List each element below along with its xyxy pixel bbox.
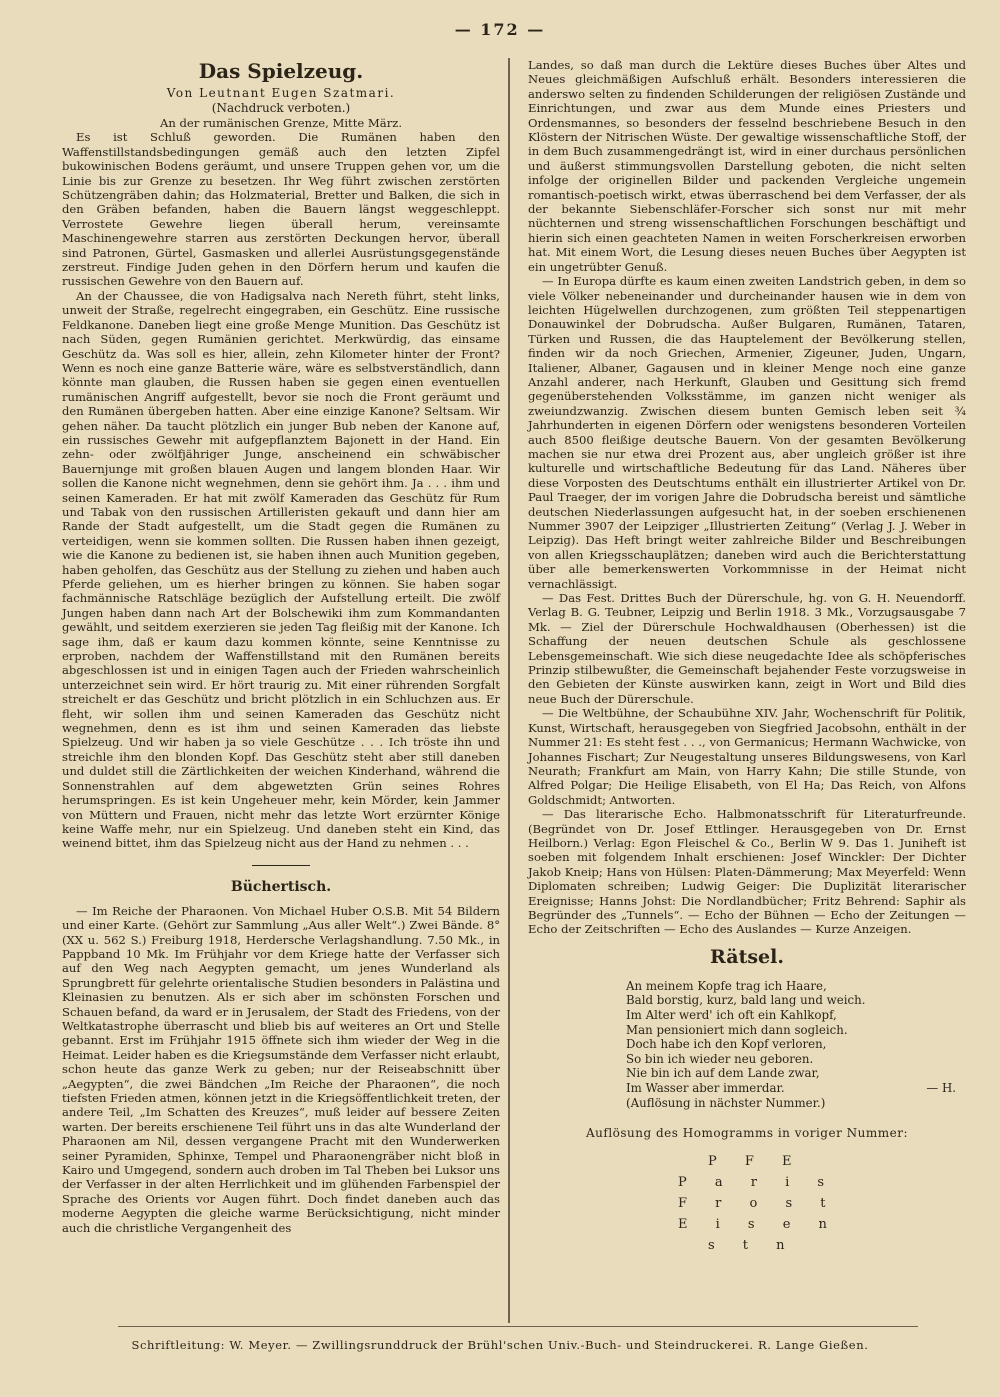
riddle-signature: — H. — [926, 1080, 956, 1095]
article-title: Das Spielzeug. — [198, 59, 364, 83]
right-column — [528, 58, 966, 1256]
review-paragraph: — Das literarische Echo. Halbmonatsschrift für Literaturfreunde. (Begründet von Dr. Josef Ettlinger. Herausgegeben von Dr. Ernst Heilborn.) Verlag: Egon Fleischel & Co., Berlin W 9. Das 1. Juniheft ist soeben mit folgendem Inhalt erschienen: Josef Winckler: Der Dichter Jakob Kneip; Hans von Hülsen: Platen-Dämmerung; Max Meyerfeld: Wenn Diplomaten schreiben; Ludwig Geiger: Die Duplizität literarischer Ereignisse; Hanns Johst: Die Nordlandbücher; Fritz Behrend: Saphir als Begründer des „Tunnels“. — Echo der Bühnen — Echo der Zeitungen — Echo der Zeitschriften — Echo des Auslandes — Kurze Anzeigen. — [528, 807, 966, 937]
review-paragraph: — Die Weltbühne, der Schaubühne XIV. Jahr, Wochenschrift für Politik, Kunst, Wirtschaft, herausgegeben von Siegfried Jacobsohn, enthält in der Nummer 21: Es steht fest . . ., von Germanicus; Hermann Wachwicke, von Johannes Fischart; Zur Neugestaltung unseres Bildungswesens, von Karl Neurath; Frankfurt am Main, von Harry Kahn; Die stille Stunde, von Alfred Polgar; Die Heilige Elisabeth, von El Ha; Das Reich, von Alfons Goldschmidt; Antworten. — [528, 706, 966, 807]
article-paragraph: Es ist Schluß geworden. Die Rumänen haben den Waffenstillstandsbedingungen gemäß auch den letzten Zipfel bukowinischen Bodens geräumt, und unsere Truppen gehen vor, um die Linie bis zur Grenze zu besetzen. Ihr Weg führt zwischen zerstörten Schützengräben dahin; das Holzmaterial, Bretter und Balken, die sich in den Gräben befanden, haben die Bauern längst weggeschleppt. Verrostete Gewehre liegen überall herum, vereinsamte Maschinengewehre starren aus zerstörten Deckungen hervor, überall sind Patronen, Gürtel, Gasmasken und allerlei Ausrüstungsgegenstände zerstreut. Findige Juden gehen in den Dörfern herum und kaufen die russischen Gewehre von den Bauern auf. — [62, 130, 500, 289]
article-paragraph: An der Chaussee, die von Hadigsalva nach Nereth führt, steht links, unweit der Straße, regelrecht eingegraben, ein Geschütz. Eine russische Feldkanone. Daneben liegt eine große Menge Munition. Das Geschütz ist nach Süden, gegen Rumänien gerichtet. Merkwürdig, das einsame Geschütz da. Was soll es hier, allein, zehn Kilometer hinter der Front? Wenn es noch eine ganze Batterie wäre, wäre es selbstverständlich, dann könnte man glauben, die Russen haben sie gegen einen eventuellen rumänischen Angriff aufgestellt, bevor sie noch die Front geräumt und den Rumänen übergeben hatten. Aber eine einzige Kanone? Seltsam. Wir gehen näher. Da taucht plötzlich ein junger Bub neben der Kanone auf, ein russisches Gewehr mit aufgepflanztem Bajonett in der Hand. Ein zehn- oder zwölfjähriger Junge, anscheinend ein schwäbischer Bauernjunge mit großen blauen Augen und langem blonden Haar. Wir sollen die Kanone nicht wegnehmen, denn sie gehört ihm. Ja . . . ihm und seinen Kameraden. Er hat mit zwölf Kameraden das Geschütz für Rum und Tabak von den russischen Artilleristen gekauft und dann hier am Rande der Stadt aufgestellt, um die Stadt gegen die Rumänen zu verteidigen, wenn sie kommen sollten. Die Russen haben ihnen gezeigt, wie die Kanone zu bedienen ist, sie haben ihnen auch Munition gegeben, haben geholfen, das Geschütz aus der Stellung zu ziehen und haben auch Pferde geliehen, um es hierher bringen zu können. Sie haben sogar fachmännische Ratschläge bezüglich der Aufstellung erteilt. Die zwölf Jungen haben dann nach Art der Bolschewiki ihm zum Kommandanten gewählt, und seitdem exerzieren sie jeden Tag fleißig mit der Kanone. Ich sage ihm, daß er kaum dazu kommen könnte, seine Kenntnisse zu erproben, nachdem der Waffenstillstand mit den Rumänen bereits abgeschlossen ist und in einigen Tagen auch der Frieden wahrscheinlich unterzeichnet sein wird. Er hört traurig zu. Mit einer rührenden Sorgfalt streichelt er das Geschütz und bricht plötzlich in ein Schluchzen aus. Er fleht, wir sollen ihm und seinen Kameraden das Geschütz nicht wegnehmen, denn es ist ihm und seinen Kameraden das liebste Spielzeug. Und wir haben ja so viele Geschütze . . . Ich tröste ihn und streichle ihm den blonden Kopf. Das Geschütz steht aber still daneben und duldet still die Zärtlichkeiten der weichen Kinderhand, während die Sonnenstrahlen auf dem abgewetzten Grün seines Rohres herumspringen. Es ist kein Ungeheuer mehr, kein Mörder, kein Jammer von Müttern und Frauen, nicht mehr das letzte Wort erzürnter Könige keine Waffe mehr, nur ein Spielzeug. Und daneben steht ein Kind, das weinend bittet, ihm das Spielzeug nicht aus der Hand zu nehmen . . . — [62, 288, 500, 851]
reprint-note: (Nachdruck verboten.) — [211, 101, 351, 115]
riddle-hint: (Auflösung in nächster Nummer.) — [626, 1095, 826, 1110]
homogram-line: s t n — [708, 1237, 797, 1253]
imprint-footer: Schriftleitung: W. Meyer. — Zwillingsrunddruck der Brühl'schen Univ.-Buch- und Steindruckerei. R. Lange Gießen. — [131, 1338, 869, 1352]
section-separator — [252, 865, 310, 866]
homogram-solution — [678, 1151, 966, 1256]
review-paragraph: — In Europa dürfte es kaum einen zweiten Landstrich geben, in dem so viele Völker nebeneinander und durcheinander hausen wie in dem von leichten Hügelwellen durchzogenen, zum größten Teil steppenartigen Donauwinkel der Dobrudscha. Außer Bulgaren, Rumänen, Tataren, Türken und Russen, die das Hauptelement der Bevölkerung stellen, finden wir da noch Griechen, Armenier, Zigeuner, Juden, Ungarn, Italiener, Albaner, Gagausen und in kleiner Menge noch eine ganze Anzahl anderer, nach Herkunft, Glauben und Gesittung sich fremd gegenüberstehenden Volksstämme, im ganzen nicht weniger als zweiundzwanzig. Zwischen diesem bunten Gemisch leben seit ¾ Jahrhunderten in eigenen Dörfern oder wenigstens besonderen Vorteilen auch 8500 fleißige deutsche Bauern. Von der gesamten Bevölkerung machen sie nur etwa drei Prozent aus, aber ungleich größer ist ihre kulturelle und wirtschaftliche Bedeutung für das Land. Näheres über diese Vorposten des Deutschtums enthält ein illustrierter Artikel von Dr. Paul Traeger, der im vorigen Jahre die Dobrudscha bereist und sämtliche deutschen Niederlassungen aufgesucht hat, in der soeben erschienenen Nummer 3907 der Leipziger „Illustrierten Zeitung“ (Verlag J. J. Weber in Leipzig). Das Heft bringt weiter zahlreiche Bilder und Beschreibungen von allen Kriegsschauplätzen; daneben wird auch die Berichterstattung über alle bemerkenswerten Vorkommnisse in der Heimat nicht vernachlässigt. — [528, 274, 966, 591]
solution-heading: Auflösung des Homogramms in voriger Nummer: — [585, 1126, 909, 1141]
riddle-line: Man pensioniert mich dann sogleich. — [626, 1022, 848, 1037]
footer-rule — [118, 1326, 918, 1327]
homogram-line: F r o s t — [678, 1195, 838, 1211]
left-column — [62, 58, 500, 1235]
riddle-poem — [626, 979, 966, 1110]
homogram-line: E i s e n — [678, 1216, 839, 1232]
page-number: — 172 — — [454, 20, 546, 39]
riddle-line: So bin ich wieder neu geboren. — [626, 1051, 814, 1066]
article-author: Von Leutnant Eugen Szatmari. — [166, 86, 396, 100]
riddle-line: Im Wasser aber immerdar. — [626, 1080, 785, 1095]
column-divider — [508, 58, 510, 1323]
dateline: An der rumänischen Grenze, Mitte März. — [159, 116, 403, 130]
riddle-line: Nie bin ich auf dem Lande zwar, — [626, 1066, 820, 1081]
riddle-line: An meinem Kopfe trag ich Haare, — [626, 978, 827, 993]
homogram-line: P a r i s — [678, 1174, 837, 1190]
riddle-last-line — [626, 1081, 956, 1096]
riddle-line: Doch habe ich den Kopf verloren, — [626, 1037, 827, 1052]
riddle-line: Im Alter werd' ich oft ein Kahlkopf, — [626, 1007, 837, 1022]
review-paragraph: — Das Fest. Drittes Buch der Dürerschule, hg. von G. H. Neuendorff. Verlag B. G. Teubner, Leipzig und Berlin 1918. 3 Mk., Vorzugsausgabe 7 Mk. — Ziel der Dürerschule Hochwaldhausen (Oberhessen) ist die Schaffung der neuen deutschen Schule als geschlossene Lebensgemeinschaft. Wie sich diese neugedachte Idee als schöpferisches Prinzip stilbewußter, die Gemeinschaft bejahender Feste vorzugsweise in den Gebieten der Künste auswirken kann, zeigt in Wort und Bild dies neue Buch der Dürerschule. — [528, 591, 966, 706]
riddle-title: Rätsel. — [710, 945, 784, 968]
review-continuation: Landes, so daß man durch die Lektüre dieses Buches über Altes und Neues gleichmäßigen Aufschluß erhält. Besonders interessieren die anderswo selten zu findenden Schilderungen der religiösen Zustände und Einrichtungen, und zwar aus dem Munde eines Priesters und Ordensmannes, so besonders der fesselnd beschriebene Besuch in den Klöstern der Nitrischen Wüste. Der gewaltige wissenschaftliche Stoff, der in dem Buch zusammengedrängt ist, wird in einer durchaus persönlichen und äußerst stimmungsvollen Darstellung geboten, die nicht selten infolge der originellen Bilder und packenden Vergleiche ungemein romantisch-poetisch wirkt, etwas überraschend bei dem Verfasser, der als der bekannte Siebenschläfer-Forscher sich sonst nur mit mehr nüchternen und streng wissenschaftlichen Forschungen beschäftigt und hierin sich einen geachteten Namen in weiten Forscherkreisen erworben hat. Mit einem Wort, die Lesung dieses neuen Buches über Aegypten ist ein ungetrübter Genuß. — [528, 58, 966, 274]
section-title: Büchertisch. — [230, 878, 332, 895]
riddle-line: Bald borstig, kurz, bald lang und weich. — [626, 993, 866, 1008]
homogram-line: P F E — [708, 1153, 804, 1169]
book-review-paragraph: — Im Reiche der Pharaonen. Von Michael Huber O.S.B. Mit 54 Bildern und einer Karte. (Gehört zur Sammlung „Aus aller Welt“.) Zwei Bände. 8° (XX u. 562 S.) Freiburg 1918, Herdersche Verlagshandlung. 7.50 Mk., in Pappband 10 Mk. Im Frühjahr vor dem Kriege hatte der Verfasser sich auf den Weg nach Aegypten gemacht, um jenes Wunderland als Sprungbrett für gelehrte orientalische Studien besonders in Palästina und Kleinasien zu benutzen. Als er sich aber im schönsten Forschen und Schauen befand, da ward er in Jerusalem, der Stadt des Friedens, von der Weltkatastrophe überrascht und blieb bis auf weiteres an Ort und Stelle gebannt. Erst im Frühjahr 1915 öffnete sich ihm wieder der Weg in die Heimat. Leider haben es die Kriegsumstände dem Verfasser nicht erlaubt, schon heute das ganze Werk zu geben; nur der Reiseabschnitt über „Aegypten“, die zwei Bändchen „Im Reiche der Pharaonen“, die noch tiefsten Frieden atmen, können jetzt in die Kriegsöffentlichkeit treten, der andere Teil, „Im Schatten des Kreuzes“, muß leider auf bessere Zeiten warten. Der bereits erschienene Teil führt uns in das alte Wunderland der Pharaonen am Nil, dessen vergangene Pracht mit den Wunderwerken seiner Pyramiden, Sphinxe, Tempel und Pharaonengräber nicht bloß in Kairo und Umgegend, sondern auch droben im Tal Theben bei Luksor uns der Verfasser in der alten Herrlichkeit und im glühenden Farbenspiel der Sprache des Orients vor Augen führt. Doch findet daneben auch das moderne Aegypten die gleiche warme Berücksichtigung, nicht minder auch die christliche Vergangenheit des — [62, 903, 500, 1235]
